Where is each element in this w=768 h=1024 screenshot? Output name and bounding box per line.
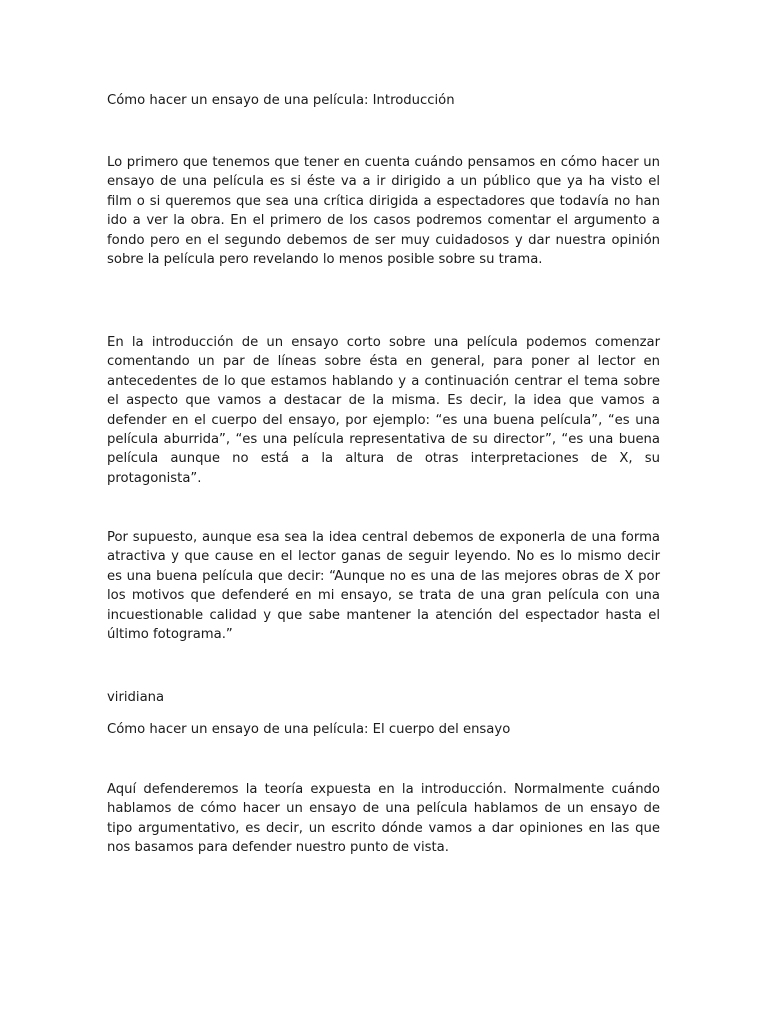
aside-label: viridiana [107,690,165,705]
paragraph-intro-3: Por supuesto, aunque esa sea la idea central debemos de exponerla de una forma atractiva y que cause en el lector ganas de seguir leyendo. No es lo mismo decir es una buena película que decir: “Aunque no es una de las mejores obras de X por los motivos que defenderé en mi ensayo, se trata de una gran película con una incuestionable calidad y que sabe mantener la atención del espectador hasta el último fotograma.” [107,530,660,643]
section-heading-introduccion: Cómo hacer un ensayo de una película: Introducción [107,93,455,108]
section-heading-cuerpo: Cómo hacer un ensayo de una película: El cuerpo del ensayo [107,722,511,737]
paragraph-body-1: Aquí defenderemos la teoría expuesta en la introducción. Normalmente cuándo hablamos de cómo hacer un ensayo de una película hablamos de un ensayo de tipo argumentativo, es decir, un escrito dónde vamos a dar opiniones en las que nos basamos para defender nuestro punto de vista. [107,782,660,856]
paragraph-intro-2: En la introducción de un ensayo corto sobre una película podemos comenzar comentando un par de líneas sobre ésta en general, para poner al lector en antecedentes de lo que estamos hablando y a continuación centrar el tema sobre el aspecto que vamos a destacar de la misma. Es decir, la idea que vamos a defender en el cuerpo del ensayo, por ejemplo: “es una buena película”, “es una película aburrida”, “es una película representativa de su director”, “es una buena película aunque no está a la altura de otras interpretaciones de X, su protagonista”. [107,335,660,486]
paragraph-intro-1: Lo primero que tenemos que tener en cuenta cuándo pensamos en cómo hacer un ensayo de una película es si éste va a ir dirigido a un público que ya ha visto el film o si queremos que sea una crítica dirigida a espectadores que todavía no han ido a ver la obra. En el primero de los casos podremos comentar el argumento a fondo pero en el segundo debemos de ser muy cuidadosos y dar nuestra opinión sobre la película pero revelando lo menos posible sobre su trama. [107,155,660,268]
